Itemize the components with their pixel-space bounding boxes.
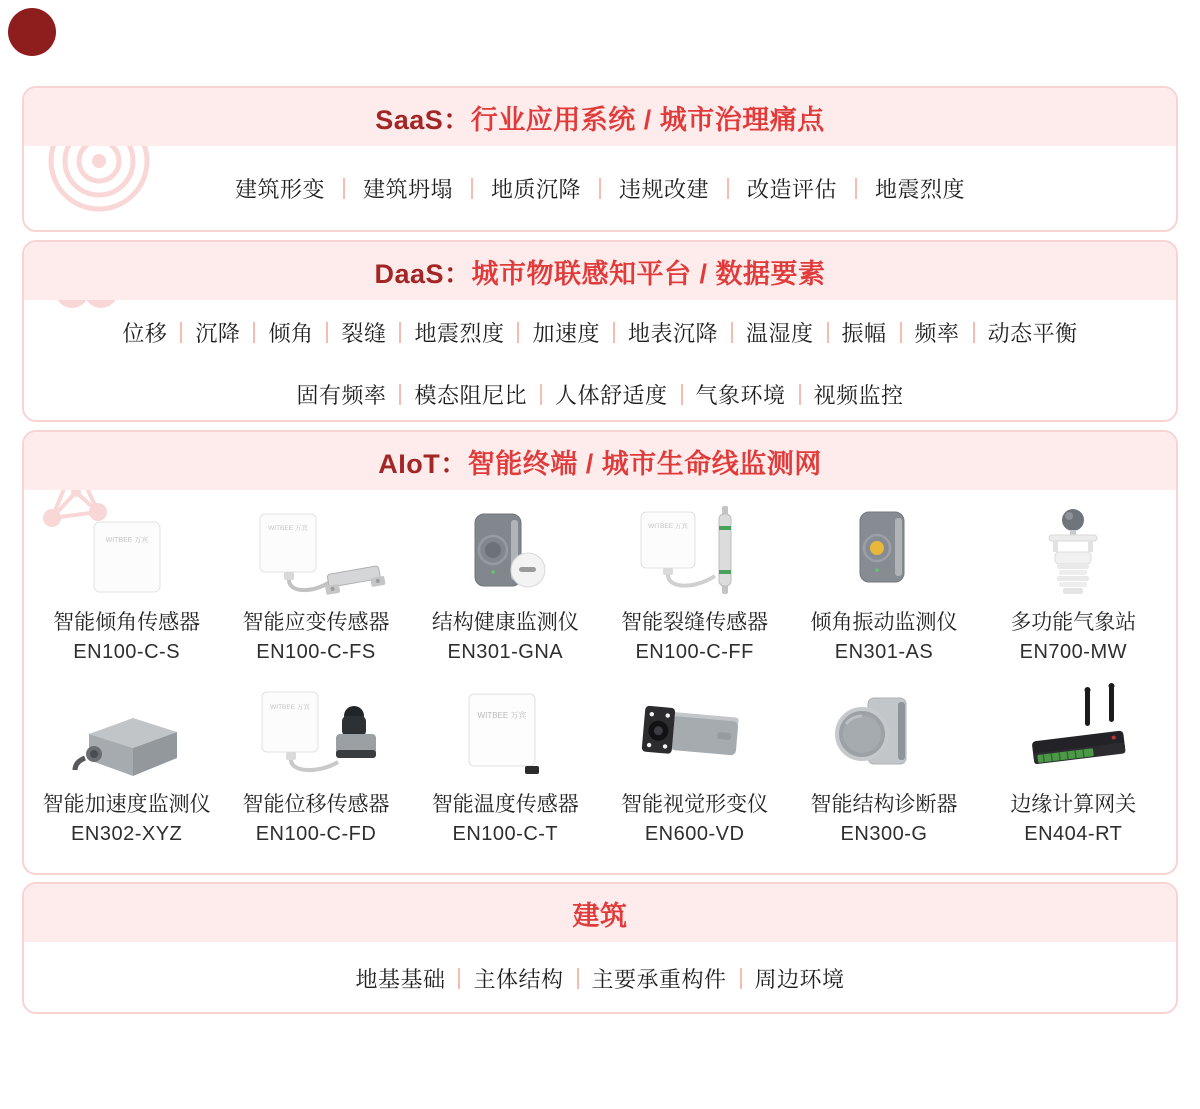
- product-name: 结构健康监测仪: [431, 611, 579, 634]
- product-name: 智能倾角传感器: [53, 611, 201, 634]
- tag: 改造评估: [747, 176, 838, 202]
- tag: 沉降: [195, 320, 241, 346]
- saas-title-prefix: SaaS：: [375, 104, 471, 135]
- tilt-sensor-icon: [32, 500, 221, 600]
- product-model: EN100-C-FF: [635, 641, 754, 663]
- tag: 建筑坍塌: [362, 176, 453, 202]
- saas-section-header: [24, 88, 1176, 146]
- tag: 视频监控: [813, 382, 904, 408]
- product-model: EN301-AS: [834, 641, 934, 663]
- product-name: 智能结构诊断器: [810, 793, 958, 816]
- section-daas: [22, 240, 1178, 422]
- tag-separator: [253, 322, 255, 343]
- tag-separator: [180, 322, 182, 343]
- tag-separator: [540, 384, 542, 405]
- product-model: EN100-C-FS: [256, 641, 376, 663]
- tag: 主要承重构件: [591, 966, 727, 992]
- product-card: [221, 682, 410, 848]
- tag: 地基基础: [355, 966, 446, 992]
- daas-title: 城市物联感知平台 / 数据要素: [471, 258, 826, 289]
- tag-separator: [458, 968, 460, 989]
- tag-separator: [399, 384, 401, 405]
- aiot-title: 智能终端 / 城市生命线监测网: [467, 448, 822, 479]
- tag-separator: [517, 322, 519, 343]
- product-model: EN404-RT: [1024, 823, 1123, 845]
- tag: 动态平衡: [987, 320, 1078, 346]
- tag-separator: [599, 178, 601, 199]
- product-card: [789, 682, 978, 848]
- vision-deformation-camera-icon: [600, 682, 789, 782]
- section-saas: [22, 86, 1178, 232]
- tag: 裂缝: [341, 320, 387, 346]
- daas-section-header: [24, 242, 1176, 300]
- displacement-sensor-icon: [221, 682, 410, 782]
- product-card: [411, 500, 600, 666]
- product-model: EN300-G: [840, 823, 928, 845]
- svg-text:WITBEE 万宾: WITBEE 万宾: [477, 711, 527, 720]
- product-name: 倾角振动监测仪: [810, 611, 958, 634]
- svg-text:WITBEE 万宾: WITBEE 万宾: [105, 537, 149, 544]
- tag-separator: [681, 384, 683, 405]
- aiot-section-header: [24, 432, 1176, 490]
- product-model: EN100-C-FD: [255, 823, 377, 845]
- product-card: [32, 500, 221, 666]
- aiot-title-prefix: AIoT：: [378, 448, 468, 479]
- product-card: [979, 500, 1168, 666]
- weather-station-icon: [979, 500, 1168, 600]
- product-card: [979, 682, 1168, 848]
- product-name: 智能位移传感器: [242, 793, 390, 816]
- product-card: [600, 682, 789, 848]
- daas-tag-list-row1: [24, 301, 1176, 363]
- product-card: [411, 682, 600, 848]
- product-model: EN700-MW: [1019, 641, 1127, 663]
- building-title: 建筑: [572, 900, 628, 931]
- section-building: [22, 882, 1178, 1014]
- tag: 建筑形变: [234, 176, 325, 202]
- product-name: 智能裂缝传感器: [621, 611, 769, 634]
- tag-separator: [973, 322, 975, 343]
- svg-text:WITBEE 万宾: WITBEE 万宾: [270, 704, 310, 711]
- tag-separator: [855, 178, 857, 199]
- record-dot-icon: [8, 8, 56, 56]
- tag: 主体结构: [473, 966, 564, 992]
- product-card: [600, 500, 789, 666]
- product-model: EN100-C-S: [73, 641, 181, 663]
- tag: 气象环境: [695, 382, 786, 408]
- temperature-sensor-icon: [411, 682, 600, 782]
- product-card: [789, 500, 978, 666]
- structure-diagnostic-icon: [789, 682, 978, 782]
- product-model: EN600-VD: [644, 823, 745, 845]
- tag: 加速度: [532, 320, 600, 346]
- product-card: [32, 682, 221, 848]
- tag-separator: [727, 178, 729, 199]
- tilt-vibration-monitor-icon: [789, 500, 978, 600]
- tag: 倾角: [268, 320, 314, 346]
- tag: 地震烈度: [414, 320, 505, 346]
- tag: 温湿度: [746, 320, 814, 346]
- tag-separator: [577, 968, 579, 989]
- product-card: [221, 500, 410, 666]
- tag-separator: [900, 322, 902, 343]
- daas-tag-list-row2: [24, 363, 1176, 422]
- tag-separator: [613, 322, 615, 343]
- accelerometer-icon: [32, 682, 221, 782]
- edge-gateway-icon: [979, 682, 1168, 782]
- product-name: 边缘计算网关: [1010, 793, 1137, 816]
- tag: 模态阻尼比: [414, 382, 527, 408]
- tag-separator: [326, 322, 328, 343]
- tag-separator: [399, 322, 401, 343]
- tag: 频率: [914, 320, 960, 346]
- product-model: EN302-XYZ: [71, 823, 183, 845]
- product-grid: [24, 490, 1176, 848]
- product-name: 智能应变传感器: [242, 611, 390, 634]
- product-name: 智能视觉形变仪: [621, 793, 769, 816]
- daas-title-prefix: DaaS：: [374, 258, 472, 289]
- section-aiot: [22, 430, 1178, 875]
- strain-sensor-icon: [221, 500, 410, 600]
- saas-tag-list: [24, 146, 1176, 230]
- tag-separator: [799, 384, 801, 405]
- tag-separator: [827, 322, 829, 343]
- tag: 地表沉降: [628, 320, 719, 346]
- tag-separator: [740, 968, 742, 989]
- tag: 振幅: [841, 320, 887, 346]
- tag: 位移: [122, 320, 168, 346]
- product-model: EN100-C-T: [452, 823, 559, 845]
- tag-separator: [343, 178, 345, 199]
- tag: 固有频率: [296, 382, 387, 408]
- structural-health-monitor-icon: [411, 500, 600, 600]
- tag: 地质沉降: [490, 176, 581, 202]
- svg-text:WITBEE 万宾: WITBEE 万宾: [647, 523, 688, 530]
- svg-text:WITBEE 万宾: WITBEE 万宾: [268, 525, 308, 532]
- tag: 人体舒适度: [554, 382, 668, 408]
- product-name: 智能加速度监测仪: [42, 793, 211, 816]
- tag: 违规改建: [619, 176, 710, 202]
- building-tag-list: [24, 942, 1176, 1014]
- tag: 地震烈度: [875, 176, 966, 202]
- crack-sensor-icon: [600, 500, 789, 600]
- product-name: 多功能气象站: [1010, 611, 1137, 634]
- building-section-header: [24, 884, 1176, 942]
- tag-separator: [471, 178, 473, 199]
- product-model: EN301-GNA: [447, 641, 564, 663]
- tag-separator: [731, 322, 733, 343]
- tag: 周边环境: [754, 966, 845, 992]
- product-name: 智能温度传感器: [431, 793, 579, 816]
- saas-title: 行业应用系统 / 城市治理痛点: [470, 104, 825, 135]
